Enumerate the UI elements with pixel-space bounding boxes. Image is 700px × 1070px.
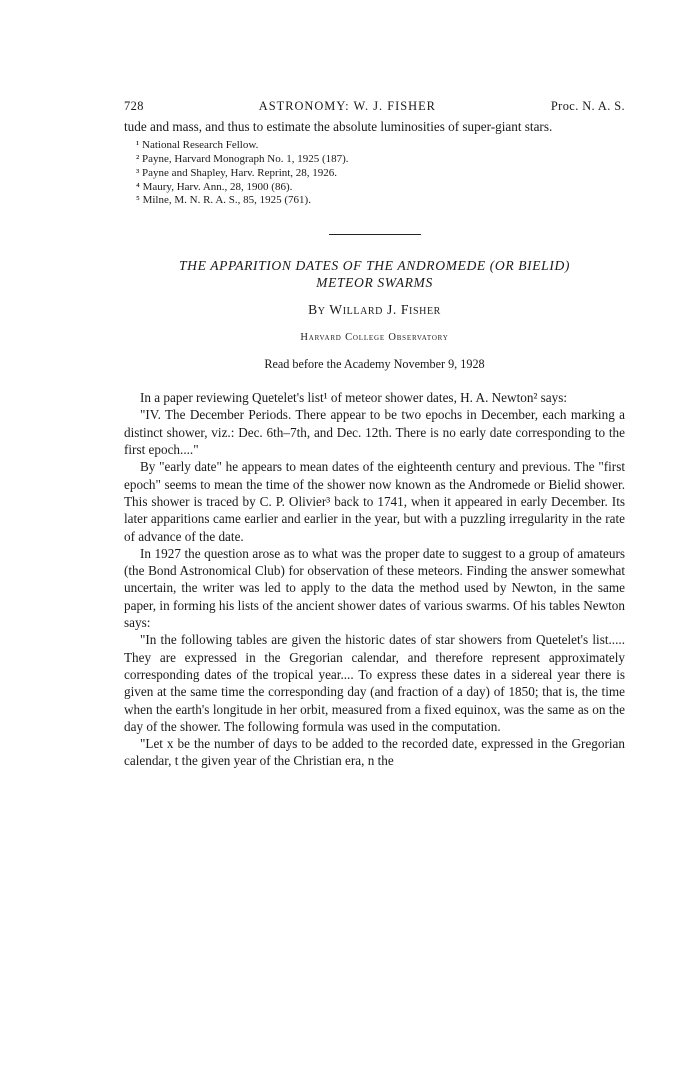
body-paragraph: By "early date" he appears to mean dates of the eighteenth century and previous. The "first epoch" seems to mean the time of the shower now known as the Andromede or Bielid shower. This shower is traced by C. P. Olivier³ back to 1741, when it appeared in early December. Its later apparitions came earlier and earlier in the year, but with a puzzling irregularity in the rate of advance of the date. [124,459,625,544]
article-affiliation: Harvard College Observatory [300,331,449,343]
footnote: ⁴ Maury, Harv. Ann., 28, 1900 (86). [136,180,293,193]
section-divider [329,234,421,235]
continuation-text: tude and mass, and thus to estimate the absolute luminosities of super-giant stars. [124,119,553,134]
article-read-date: Read before the Academy November 9, 1928 [264,356,485,371]
body-paragraph: "IV. The December Periods. There appear to be two epochs in December, each marking a distinct shower, viz.: Dec. 6th–7th, and Dec. 12th. There is no early date corresponding to the first epoch...." [124,407,625,458]
article-title-line-1: THE APPARITION DATES OF THE ANDROMEDE (OR BIELID) [179,258,570,274]
footnotes [124,139,625,208]
journal-abbrev: Proc. N. A. S. [550,99,625,113]
body-paragraph: "In the following tables are given the historic dates of star showers from Quetelet's list..... They are expressed in the Gregorian calendar, and therefore represent approximately corresponding dates of the tropical year.... To express these dates in a sidereal year there is given at the same time the corresponding day (and fraction of a day) of 1850; that is, the time when the earth's longitude in her orbit, measured from a fixed equinox, was the same as on the day of the shower. The following formula was used in the computation. [124,632,625,734]
article-author: By Willard J. Fisher [308,302,441,318]
page-number: 728 [124,99,144,113]
footnote: ⁵ Milne, M. N. R. A. S., 85, 1925 (761). [136,194,311,207]
body-paragraph: In 1927 the question arose as to what was the proper date to suggest to a group of amateurs (the Bond Astronomical Club) for observation of these meteors. Finding the answer somewhat uncertain, the writer was led to apply to the data the method used by Newton, in the same paper, in forming his lists of the ancient shower dates of various swarms. Of his tables Newton says: [124,545,625,631]
page-content [124,98,625,770]
footnote: ³ Payne and Shapley, Harv. Reprint, 28, 1926. [136,166,338,179]
footnote: ² Payne, Harvard Monograph No. 1, 1925 (187). [136,153,349,166]
body-paragraph: "Let x be the number of days to be added to the recorded date, expressed in the Gregorian calendar, t the given year of the Christian era, n the [124,736,625,769]
running-title: ASTRONOMY: W. J. FISHER [258,99,436,113]
body-paragraph: In a paper reviewing Quetelet's list¹ of meteor shower dates, H. A. Newton² says: [140,390,568,406]
footnote: ¹ National Research Fellow. [136,139,259,152]
running-head [124,98,625,118]
article-title-line-2: METEOR SWARMS [316,275,433,291]
